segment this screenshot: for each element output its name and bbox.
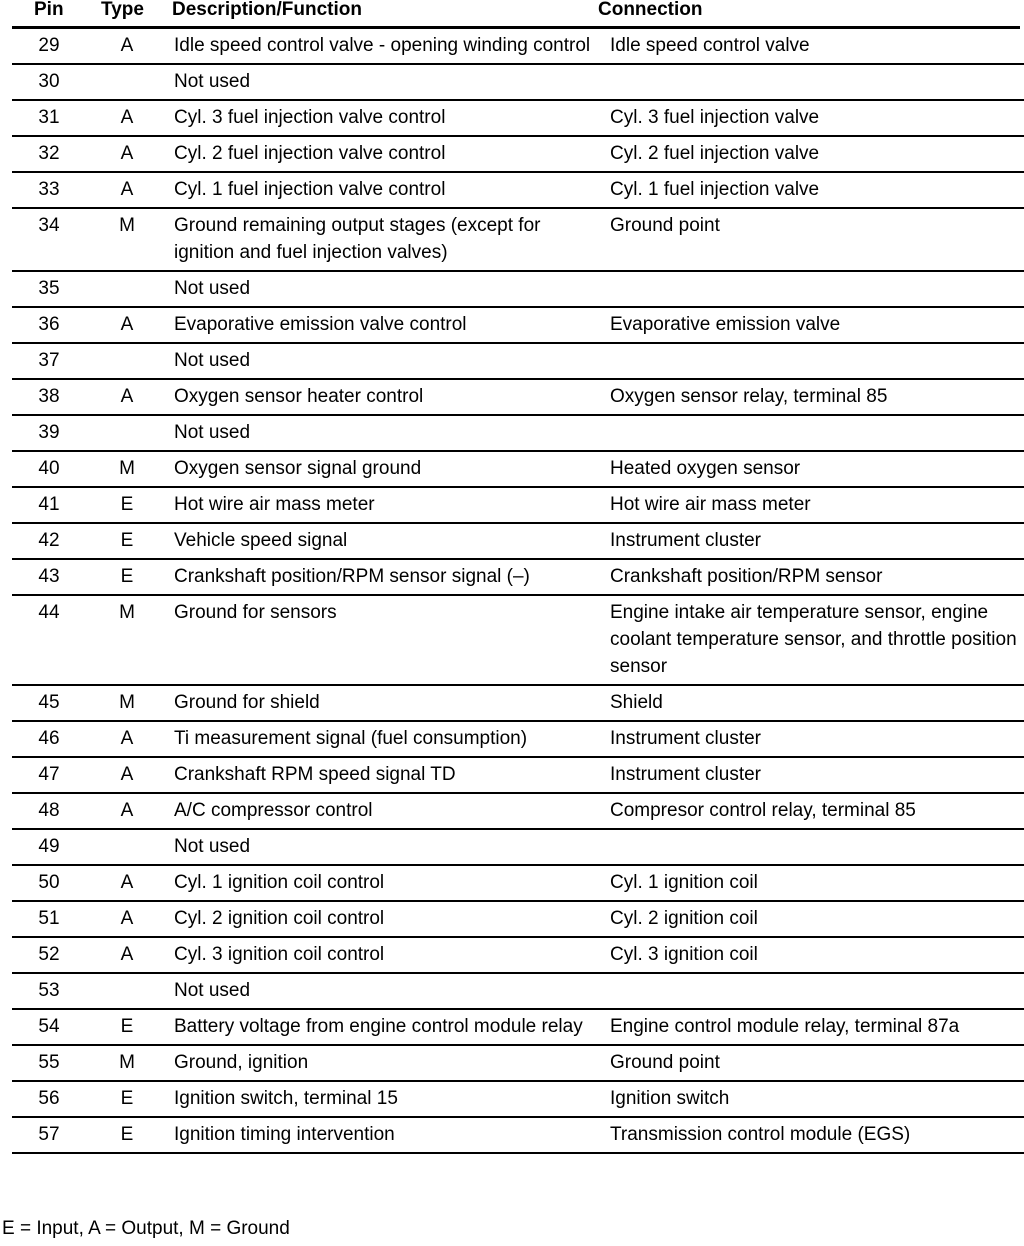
pin-cell: 47 [12,757,84,793]
connection-cell: Transmission control module (EGS) [604,1117,1024,1153]
description-cell: Ground remaining output stages (except for ignition and fuel injection valves) [170,208,604,271]
description-cell: Ground for shield [170,685,604,721]
table-row [12,1081,1024,1117]
table-row [12,757,1024,793]
type-cell: A [84,721,170,757]
connection-cell [604,415,1024,451]
pin-cell: 41 [12,487,84,523]
connection-cell: Cyl. 2 ignition coil [604,901,1024,937]
type-cell: A [84,136,170,172]
connection-cell: Hot wire air mass meter [604,487,1024,523]
connection-cell: Heated oxygen sensor [604,451,1024,487]
pin-table [12,29,1024,1154]
description-cell: Crankshaft RPM speed signal TD [170,757,604,793]
description-cell: Not used [170,64,604,100]
connection-cell: Instrument cluster [604,721,1024,757]
table-row [12,721,1024,757]
type-cell: M [84,451,170,487]
type-cell: E [84,1117,170,1153]
table-row [12,208,1024,271]
pin-cell: 31 [12,100,84,136]
pin-cell: 34 [12,208,84,271]
table-row [12,172,1024,208]
pin-cell: 33 [12,172,84,208]
table-row [12,1117,1024,1153]
connection-cell: Instrument cluster [604,523,1024,559]
table-row [12,415,1024,451]
header-description: Description/Function [172,0,362,20]
type-cell [84,973,170,1009]
description-cell: Crankshaft position/RPM sensor signal (–) [170,559,604,595]
pin-cell: 45 [12,685,84,721]
type-cell [84,415,170,451]
type-cell: E [84,1081,170,1117]
connection-cell [604,271,1024,307]
type-legend: E = Input, A = Output, M = Ground [2,1218,290,1239]
description-cell: Ti measurement signal (fuel consumption) [170,721,604,757]
type-cell: A [84,901,170,937]
pin-cell: 37 [12,343,84,379]
pin-cell: 54 [12,1009,84,1045]
pin-cell: 56 [12,1081,84,1117]
type-cell: E [84,1009,170,1045]
connection-cell: Cyl. 3 fuel injection valve [604,100,1024,136]
type-cell: A [84,29,170,64]
pin-cell: 36 [12,307,84,343]
connection-cell: Compresor control relay, terminal 85 [604,793,1024,829]
connection-cell: Instrument cluster [604,757,1024,793]
pin-cell: 55 [12,1045,84,1081]
table-row [12,100,1024,136]
type-cell: A [84,937,170,973]
type-cell [84,829,170,865]
connection-cell [604,343,1024,379]
table-row [12,343,1024,379]
connection-cell: Engine control module relay, terminal 87a [604,1009,1024,1045]
description-cell: Not used [170,973,604,1009]
table-row [12,523,1024,559]
connection-cell: Ignition switch [604,1081,1024,1117]
pin-cell: 42 [12,523,84,559]
connection-cell: Ground point [604,1045,1024,1081]
description-cell: Evaporative emission valve control [170,307,604,343]
table-row [12,307,1024,343]
type-cell: A [84,379,170,415]
connection-cell: Engine intake air temperature sensor, engine coolant temperature sensor, and throttle position sensor [604,595,1024,685]
table-row [12,487,1024,523]
connection-cell: Crankshaft position/RPM sensor [604,559,1024,595]
description-cell: Cyl. 1 fuel injection valve control [170,172,604,208]
pin-cell: 46 [12,721,84,757]
type-cell [84,343,170,379]
table-row [12,865,1024,901]
header-pin: Pin [34,0,64,20]
table-header [0,0,1024,26]
type-cell: M [84,1045,170,1081]
pin-cell: 50 [12,865,84,901]
description-cell: Ground, ignition [170,1045,604,1081]
connection-cell: Ground point [604,208,1024,271]
table-row [12,271,1024,307]
description-cell: Cyl. 2 fuel injection valve control [170,136,604,172]
connection-cell [604,973,1024,1009]
pin-cell: 51 [12,901,84,937]
pin-cell: 43 [12,559,84,595]
pin-table-body [12,29,1024,1153]
description-cell: Ignition timing intervention [170,1117,604,1153]
table-row [12,379,1024,415]
pin-cell: 49 [12,829,84,865]
pin-cell: 48 [12,793,84,829]
pin-cell: 57 [12,1117,84,1153]
connection-cell: Cyl. 1 fuel injection valve [604,172,1024,208]
type-cell: M [84,685,170,721]
description-cell: Vehicle speed signal [170,523,604,559]
description-cell: Not used [170,271,604,307]
connection-cell: Cyl. 3 ignition coil [604,937,1024,973]
table-row [12,685,1024,721]
type-cell: M [84,208,170,271]
description-cell: Oxygen sensor heater control [170,379,604,415]
pin-cell: 44 [12,595,84,685]
type-cell: E [84,523,170,559]
table-row [12,793,1024,829]
pin-cell: 32 [12,136,84,172]
pin-cell: 52 [12,937,84,973]
pin-cell: 40 [12,451,84,487]
type-cell: A [84,865,170,901]
connection-cell: Cyl. 2 fuel injection valve [604,136,1024,172]
description-cell: Cyl. 2 ignition coil control [170,901,604,937]
type-cell: E [84,487,170,523]
description-cell: Cyl. 3 ignition coil control [170,937,604,973]
header-type: Type [101,0,144,20]
table-row [12,973,1024,1009]
connection-cell [604,829,1024,865]
connection-cell: Idle speed control valve [604,29,1024,64]
connection-cell: Cyl. 1 ignition coil [604,865,1024,901]
table-row [12,1009,1024,1045]
table-row [12,901,1024,937]
description-cell: Idle speed control valve - opening winding control [170,29,604,64]
type-cell [84,271,170,307]
description-cell: Cyl. 1 ignition coil control [170,865,604,901]
connection-cell: Oxygen sensor relay, terminal 85 [604,379,1024,415]
connection-cell [604,64,1024,100]
type-cell: A [84,172,170,208]
type-cell: A [84,100,170,136]
pin-cell: 38 [12,379,84,415]
table-row [12,136,1024,172]
connection-cell: Evaporative emission valve [604,307,1024,343]
table-row [12,1045,1024,1081]
table-row [12,64,1024,100]
description-cell: Cyl. 3 fuel injection valve control [170,100,604,136]
description-cell: Not used [170,415,604,451]
type-cell: A [84,307,170,343]
pin-cell: 29 [12,29,84,64]
table-row [12,29,1024,64]
table-row [12,937,1024,973]
type-cell [84,64,170,100]
description-cell: A/C compressor control [170,793,604,829]
type-cell: M [84,595,170,685]
pin-cell: 35 [12,271,84,307]
connection-cell: Shield [604,685,1024,721]
header-connection: Connection [598,0,703,20]
table-row [12,559,1024,595]
pin-cell: 53 [12,973,84,1009]
pin-cell: 30 [12,64,84,100]
pin-cell: 39 [12,415,84,451]
description-cell: Ground for sensors [170,595,604,685]
description-cell: Hot wire air mass meter [170,487,604,523]
type-cell: E [84,559,170,595]
table-row [12,451,1024,487]
table-row [12,595,1024,685]
description-cell: Ignition switch, terminal 15 [170,1081,604,1117]
description-cell: Not used [170,829,604,865]
description-cell: Oxygen sensor signal ground [170,451,604,487]
type-cell: A [84,793,170,829]
table-row [12,829,1024,865]
type-cell: A [84,757,170,793]
description-cell: Battery voltage from engine control module relay [170,1009,604,1045]
description-cell: Not used [170,343,604,379]
